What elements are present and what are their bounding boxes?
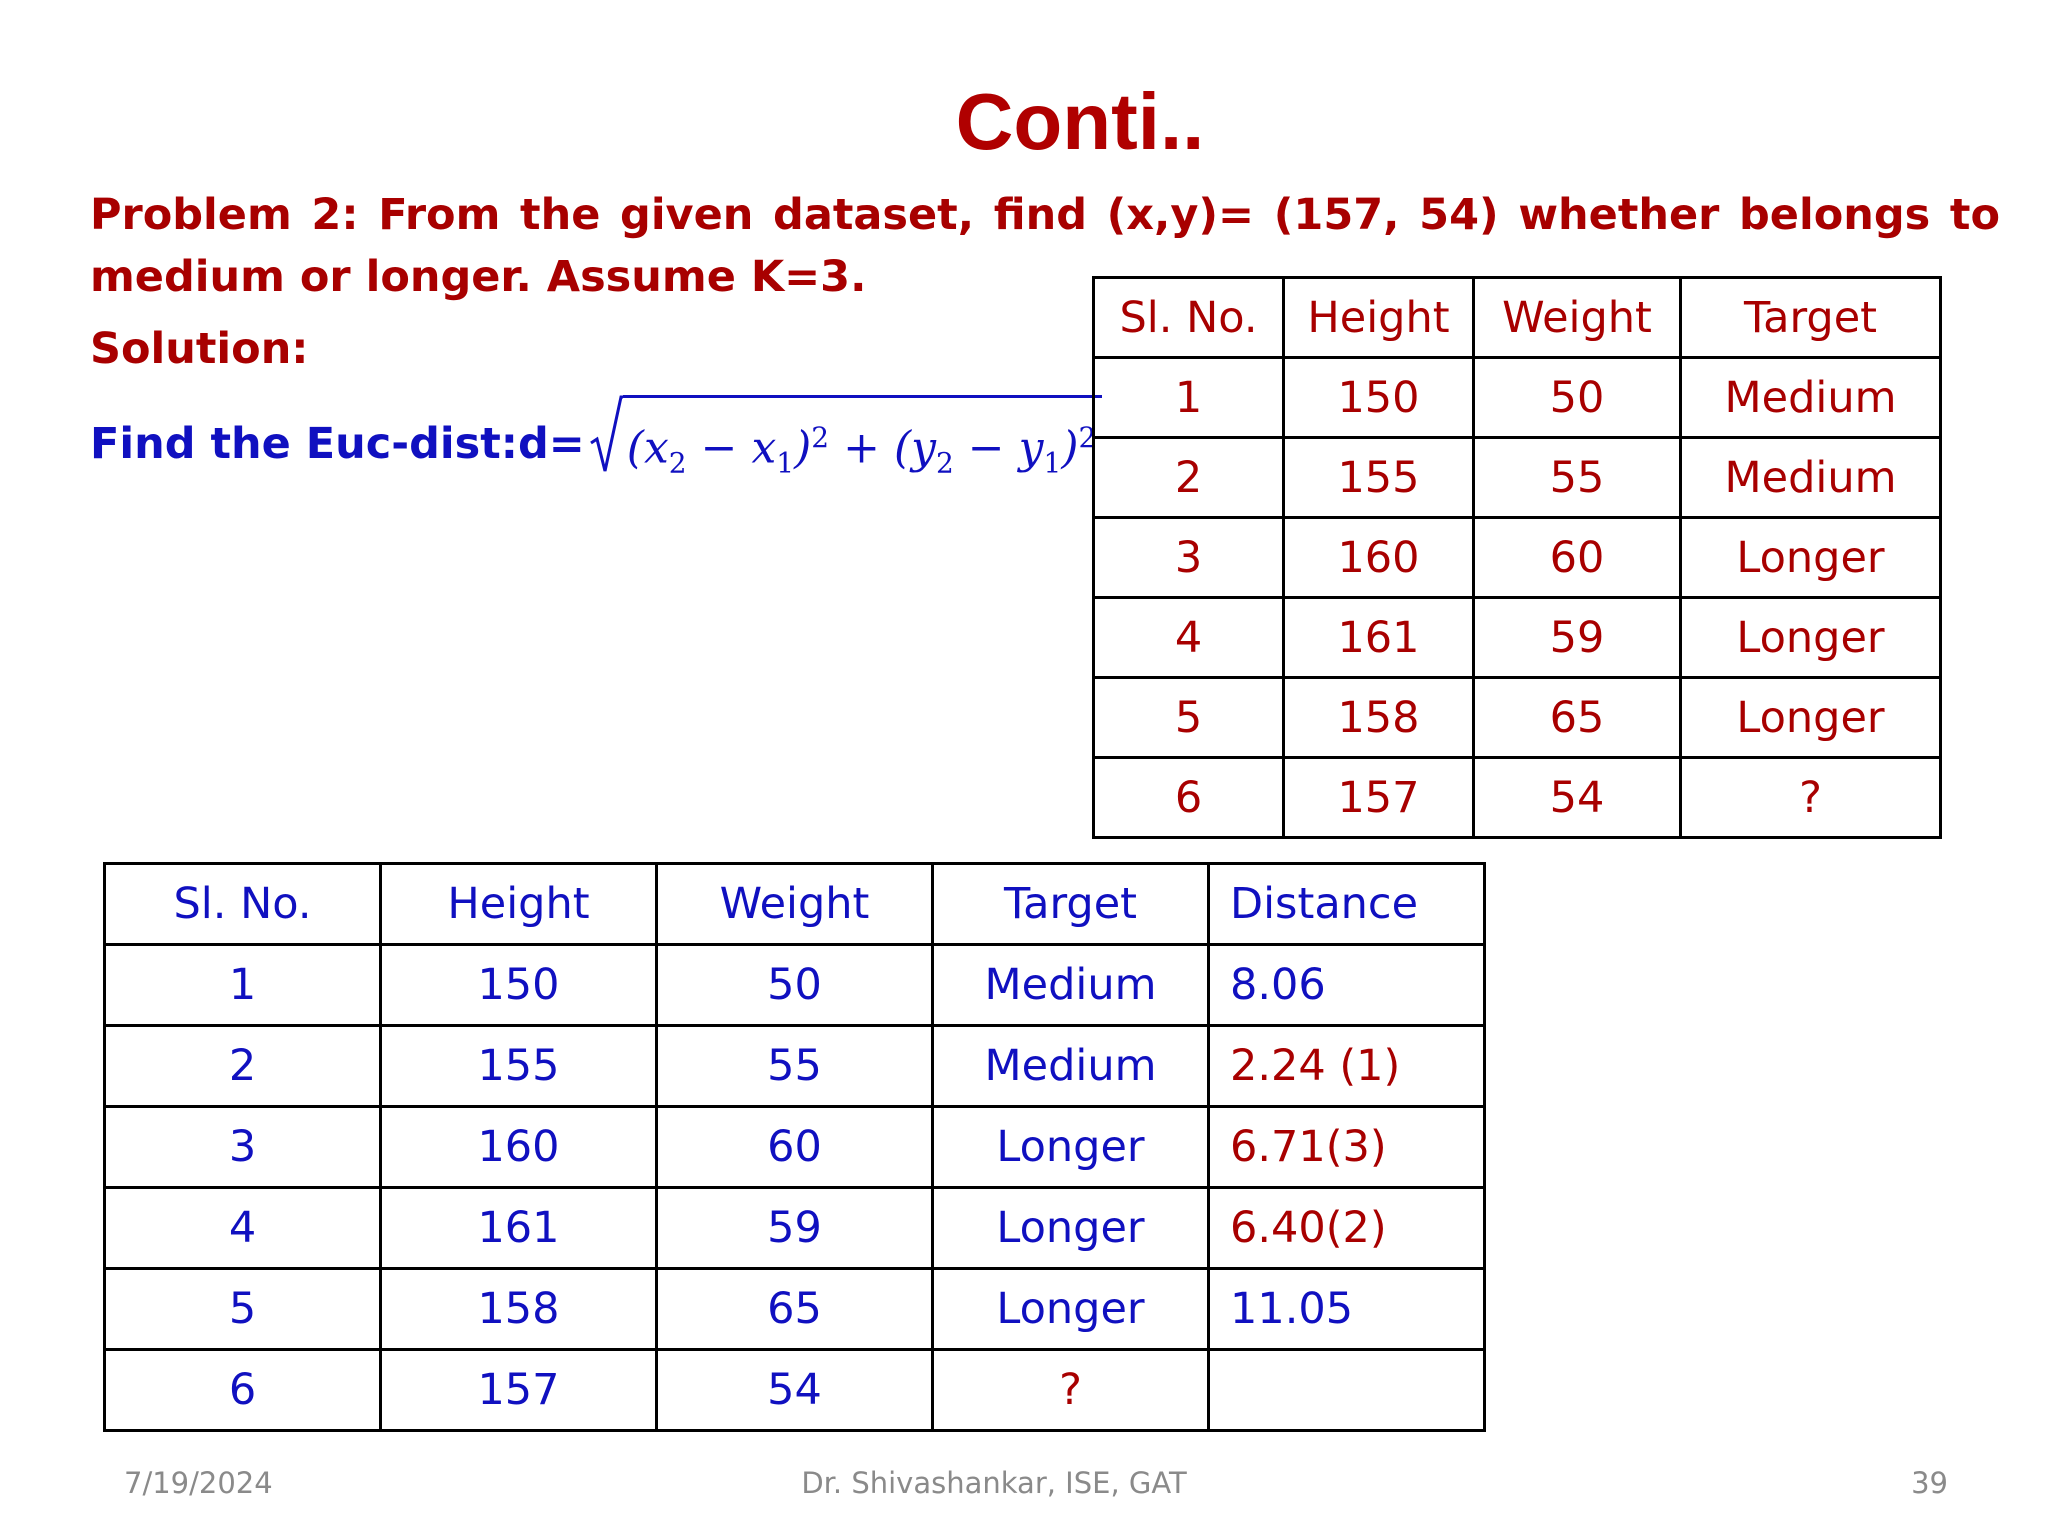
table-cell: 59 — [1474, 598, 1681, 678]
header-cell: Distance — [1209, 864, 1485, 945]
table-row — [105, 945, 1485, 1026]
table-cell: ? — [1681, 758, 1941, 838]
distance-cell: 11.05 — [1209, 1269, 1485, 1350]
table-row — [105, 1188, 1485, 1269]
header-cell: Target — [1681, 278, 1941, 358]
footer-author: Dr. Shivashankar, ISE, GAT — [801, 1466, 1187, 1500]
table-cell: Longer — [933, 1107, 1209, 1188]
distance-cell: 8.06 — [1209, 945, 1485, 1026]
table-row — [1094, 518, 1941, 598]
header-cell: Sl. No. — [105, 864, 381, 945]
header-cell: Height — [1284, 278, 1474, 358]
table-cell: Medium — [933, 1026, 1209, 1107]
table-cell: Longer — [1681, 678, 1941, 758]
table-cell-unknown-target: ? — [933, 1350, 1209, 1431]
solution-label: Solution: — [90, 324, 309, 374]
table-cell: 1 — [105, 945, 381, 1026]
table-cell: 2 — [105, 1026, 381, 1107]
table-cell: 157 — [381, 1350, 657, 1431]
table-cell: 3 — [1094, 518, 1284, 598]
table-cell: 158 — [381, 1269, 657, 1350]
dataset-table — [1092, 276, 1942, 839]
table-row — [1094, 598, 1941, 678]
footer-date: 7/19/2024 — [124, 1466, 273, 1500]
table-cell: Longer — [933, 1188, 1209, 1269]
distance-cell — [1209, 1350, 1485, 1431]
table-cell: 161 — [1284, 598, 1474, 678]
table-cell: 65 — [1474, 678, 1681, 758]
header-cell: Weight — [657, 864, 933, 945]
distance-cell-nearest: 2.24 (1) — [1209, 1026, 1485, 1107]
formula-radicand: $(x_2 - x_1)^2 + (y_2 - y_1)^2$ — [623, 395, 1103, 493]
table-row — [1094, 758, 1941, 838]
table-cell: 4 — [105, 1188, 381, 1269]
table-cell: 150 — [1284, 358, 1474, 438]
table-cell: 5 — [105, 1269, 381, 1350]
table-cell: 160 — [1284, 518, 1474, 598]
table-cell: 157 — [1284, 758, 1474, 838]
distance-table — [103, 862, 1486, 1432]
table-header-row — [105, 864, 1485, 945]
table-cell: 155 — [1284, 438, 1474, 518]
table-cell: Medium — [933, 945, 1209, 1026]
table-row — [105, 1269, 1485, 1350]
table-cell: Medium — [1681, 358, 1941, 438]
table-cell: 55 — [657, 1026, 933, 1107]
table-cell: 6 — [105, 1350, 381, 1431]
table-cell: 158 — [1284, 678, 1474, 758]
formula-line — [90, 404, 1102, 484]
table-header-row — [1094, 278, 1941, 358]
slide-title: Conti.. — [955, 77, 1205, 166]
table-cell: 150 — [381, 945, 657, 1026]
table-cell: Longer — [1681, 518, 1941, 598]
square-root-icon — [589, 395, 623, 475]
header-cell: Height — [381, 864, 657, 945]
footer-page-number: 39 — [1911, 1466, 1948, 1500]
distance-cell-nearest: 6.40(2) — [1209, 1188, 1485, 1269]
table-cell: 60 — [657, 1107, 933, 1188]
table-cell: 5 — [1094, 678, 1284, 758]
table-cell: 6 — [1094, 758, 1284, 838]
table-cell: 54 — [1474, 758, 1681, 838]
table-cell: 1 — [1094, 358, 1284, 438]
table-cell: 55 — [1474, 438, 1681, 518]
table-cell: 160 — [381, 1107, 657, 1188]
header-cell: Target — [933, 864, 1209, 945]
table-cell: 65 — [657, 1269, 933, 1350]
formula-label: Find the Euc-dist:d= — [90, 419, 585, 469]
table-cell: Longer — [1681, 598, 1941, 678]
table-row — [1094, 438, 1941, 518]
header-cell: Weight — [1474, 278, 1681, 358]
table-cell: 50 — [657, 945, 933, 1026]
table-cell: Longer — [933, 1269, 1209, 1350]
euclidean-formula — [589, 395, 1103, 493]
table-cell: 155 — [381, 1026, 657, 1107]
table-row — [105, 1107, 1485, 1188]
table-cell: 60 — [1474, 518, 1681, 598]
distance-cell-nearest: 6.71(3) — [1209, 1107, 1485, 1188]
table-row — [105, 1350, 1485, 1431]
table-cell: 161 — [381, 1188, 657, 1269]
table-cell: Medium — [1681, 438, 1941, 518]
table-row — [1094, 678, 1941, 758]
header-cell: Sl. No. — [1094, 278, 1284, 358]
table-cell: 54 — [657, 1350, 933, 1431]
table-row — [1094, 358, 1941, 438]
problem-statement: Problem 2: From the given dataset, find (x,y)= (157, 54) whether belongs to medium or longer. Assume K=3. — [90, 190, 2000, 302]
table-cell: 3 — [105, 1107, 381, 1188]
table-cell: 4 — [1094, 598, 1284, 678]
table-row — [105, 1026, 1485, 1107]
table-cell: 2 — [1094, 438, 1284, 518]
table-cell: 50 — [1474, 358, 1681, 438]
table-cell: 59 — [657, 1188, 933, 1269]
